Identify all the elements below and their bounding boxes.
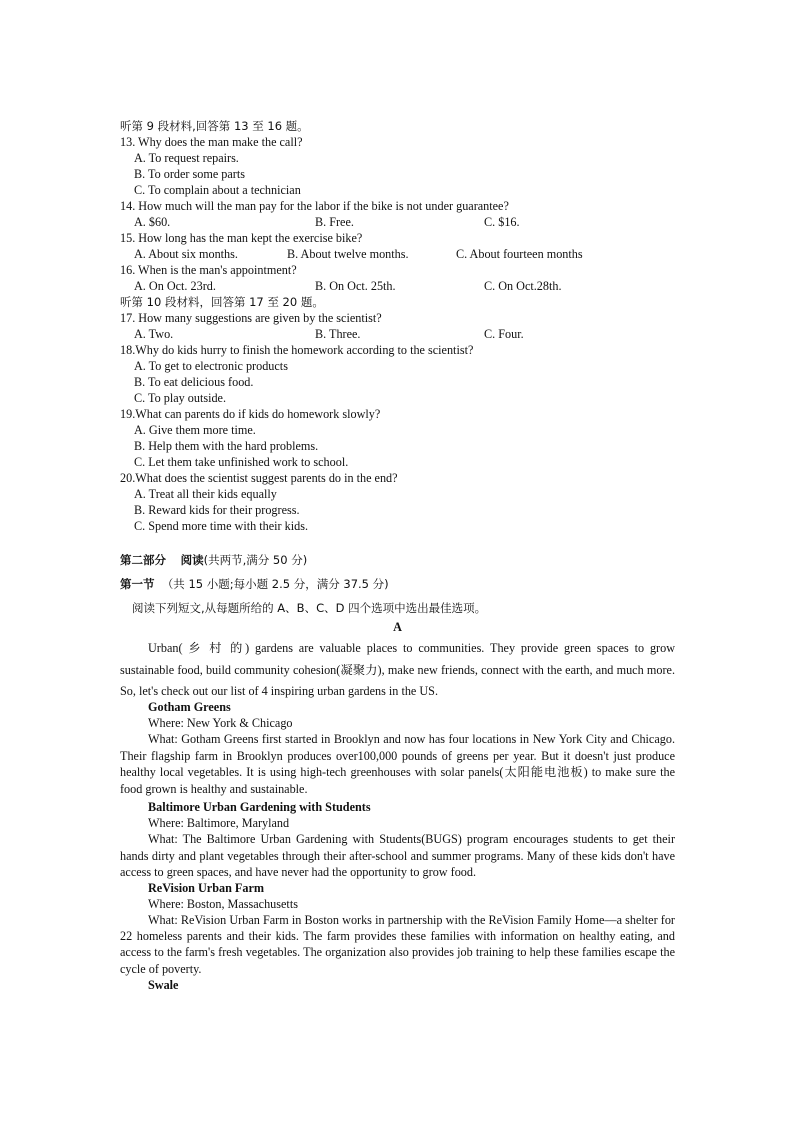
section-1-header [120, 576, 675, 600]
question-15: 15. How long has the man kept the exercise bike? [120, 231, 363, 245]
garden-3-what: What: ReVision Urban Farm in Boston works in partnership with the ReVision Family Home—a shelter for 22 homeless parents and their kids. The farm provides these families with information on healthy eating, and access to the farm's fresh vegetables. The organization also provides job training to help these families escape the cycle of poverty. [120, 912, 675, 976]
option-20a: A. Treat all their kids equally [134, 487, 277, 501]
option-16b: B. On Oct. 25th. [315, 279, 396, 293]
part-2-score: (共两节,满分 50 分) [203, 553, 308, 567]
option-19a: A. Give them more time. [134, 423, 256, 437]
option-15b: B. About twelve months. [287, 247, 409, 261]
section-10-header: 听第 10 段材料，回答第 17 至 20 题。 [120, 295, 324, 309]
passage-label: A [393, 620, 402, 634]
question-19: 19.What can parents do if kids do homework slowly? [120, 407, 381, 421]
options-14 [120, 214, 675, 230]
garden-3-where: Where: Boston, Massachusetts [148, 896, 298, 911]
option-20c: C. Spend more time with their kids. [134, 519, 308, 533]
option-18a: A. To get to electronic products [134, 359, 288, 373]
garden-1-what: What: Gotham Greens first started in Brooklyn and now has four locations in New York City and Chicago. Their flagship farm in Brooklyn produces over100,000 pounds of greens per year. But it doesn't just produce healthy local vegetables. It is using high-tech greenhouses with solar panels(太阳能电池板) to make sure the food grown is healthy and sustainable. [120, 732, 675, 796]
option-19c: C. Let them take unfinished work to school. [134, 455, 349, 469]
option-14c: C. $16. [484, 215, 520, 229]
option-17c: C. Four. [484, 327, 524, 341]
option-17a: A. Two. [134, 327, 174, 341]
option-18b: B. To eat delicious food. [134, 375, 254, 389]
garden-4-title: Swale [148, 977, 179, 992]
section-1-score: （共 15 小题;每小题 2.5 分，满分 37.5 分) [161, 577, 389, 591]
option-13a: A. To request repairs. [134, 151, 239, 165]
option-14a: A. $60. [134, 215, 171, 229]
section-9-header: 听第 9 段材料,回答第 13 至 16 题。 [120, 119, 309, 133]
option-14b: B. Free. [315, 215, 354, 229]
garden-list [120, 699, 675, 993]
reading-instruction: 阅读下列短文,从每题所给的 A、B、C、D 四个选项中选出最佳选项。 [132, 601, 487, 615]
garden-1-title: Gotham Greens [148, 700, 231, 714]
part-2-header [120, 552, 675, 576]
garden-1-where: Where: New York & Chicago [148, 716, 293, 730]
question-20: 20.What does the scientist suggest parents do in the end? [120, 471, 398, 485]
options-16 [120, 278, 675, 294]
option-15c: C. About fourteen months [456, 247, 583, 261]
garden-2-what: What: The Baltimore Urban Gardening with Students(BUGS) program encourages students to get their hands dirty and plant vegetables through their after-school and summer programs. Many of these kids don't have access to green spaces, and have never had the opportunity to grow food. [120, 832, 675, 879]
question-13: 13. Why does the man make the call? [120, 135, 303, 149]
option-16c: C. On Oct.28th. [484, 279, 562, 293]
option-13b: B. To order some parts [134, 167, 245, 181]
option-17b: B. Three. [315, 327, 361, 341]
question-18: 18.Why do kids hurry to finish the homework according to the scientist? [120, 343, 474, 357]
question-16: 16. When is the man's appointment? [120, 263, 297, 277]
garden-2-where: Where: Baltimore, Maryland [148, 816, 290, 831]
part-2-subtitle: 阅读 [180, 553, 204, 567]
options-15 [120, 246, 675, 262]
option-16a: A. On Oct. 23rd. [134, 279, 216, 293]
options-17 [120, 326, 675, 342]
garden-3-title: ReVision Urban Farm [148, 880, 265, 895]
part-2-title: 第二部分 [120, 553, 166, 567]
reading-part-header [120, 552, 675, 638]
option-13c: C. To complain about a technician [134, 183, 301, 197]
passage-intro: Urban( 乡 村 的) gardens are valuable places to communities. They provide green spaces to grow sustainable food, build community cohesion(凝聚力), make new friends, connect with the earth, and much more. So, let's check out our list of 4 inspiring urban gardens in the US. [120, 641, 675, 698]
garden-2-title: Baltimore Urban Gardening with Students [148, 800, 371, 815]
option-19b: B. Help them with the hard problems. [134, 439, 319, 453]
option-18c: C. To play outside. [134, 391, 227, 405]
option-15a: A. About six months. [134, 247, 238, 261]
section-1-title: 第一节 [120, 577, 155, 591]
question-17: 17. How many suggestions are given by the scientist? [120, 311, 382, 325]
question-14: 14. How much will the man pay for the labor if the bike is not under guarantee? [120, 199, 509, 213]
listening-section-9 [120, 118, 675, 534]
option-20b: B. Reward kids for their progress. [134, 503, 300, 517]
